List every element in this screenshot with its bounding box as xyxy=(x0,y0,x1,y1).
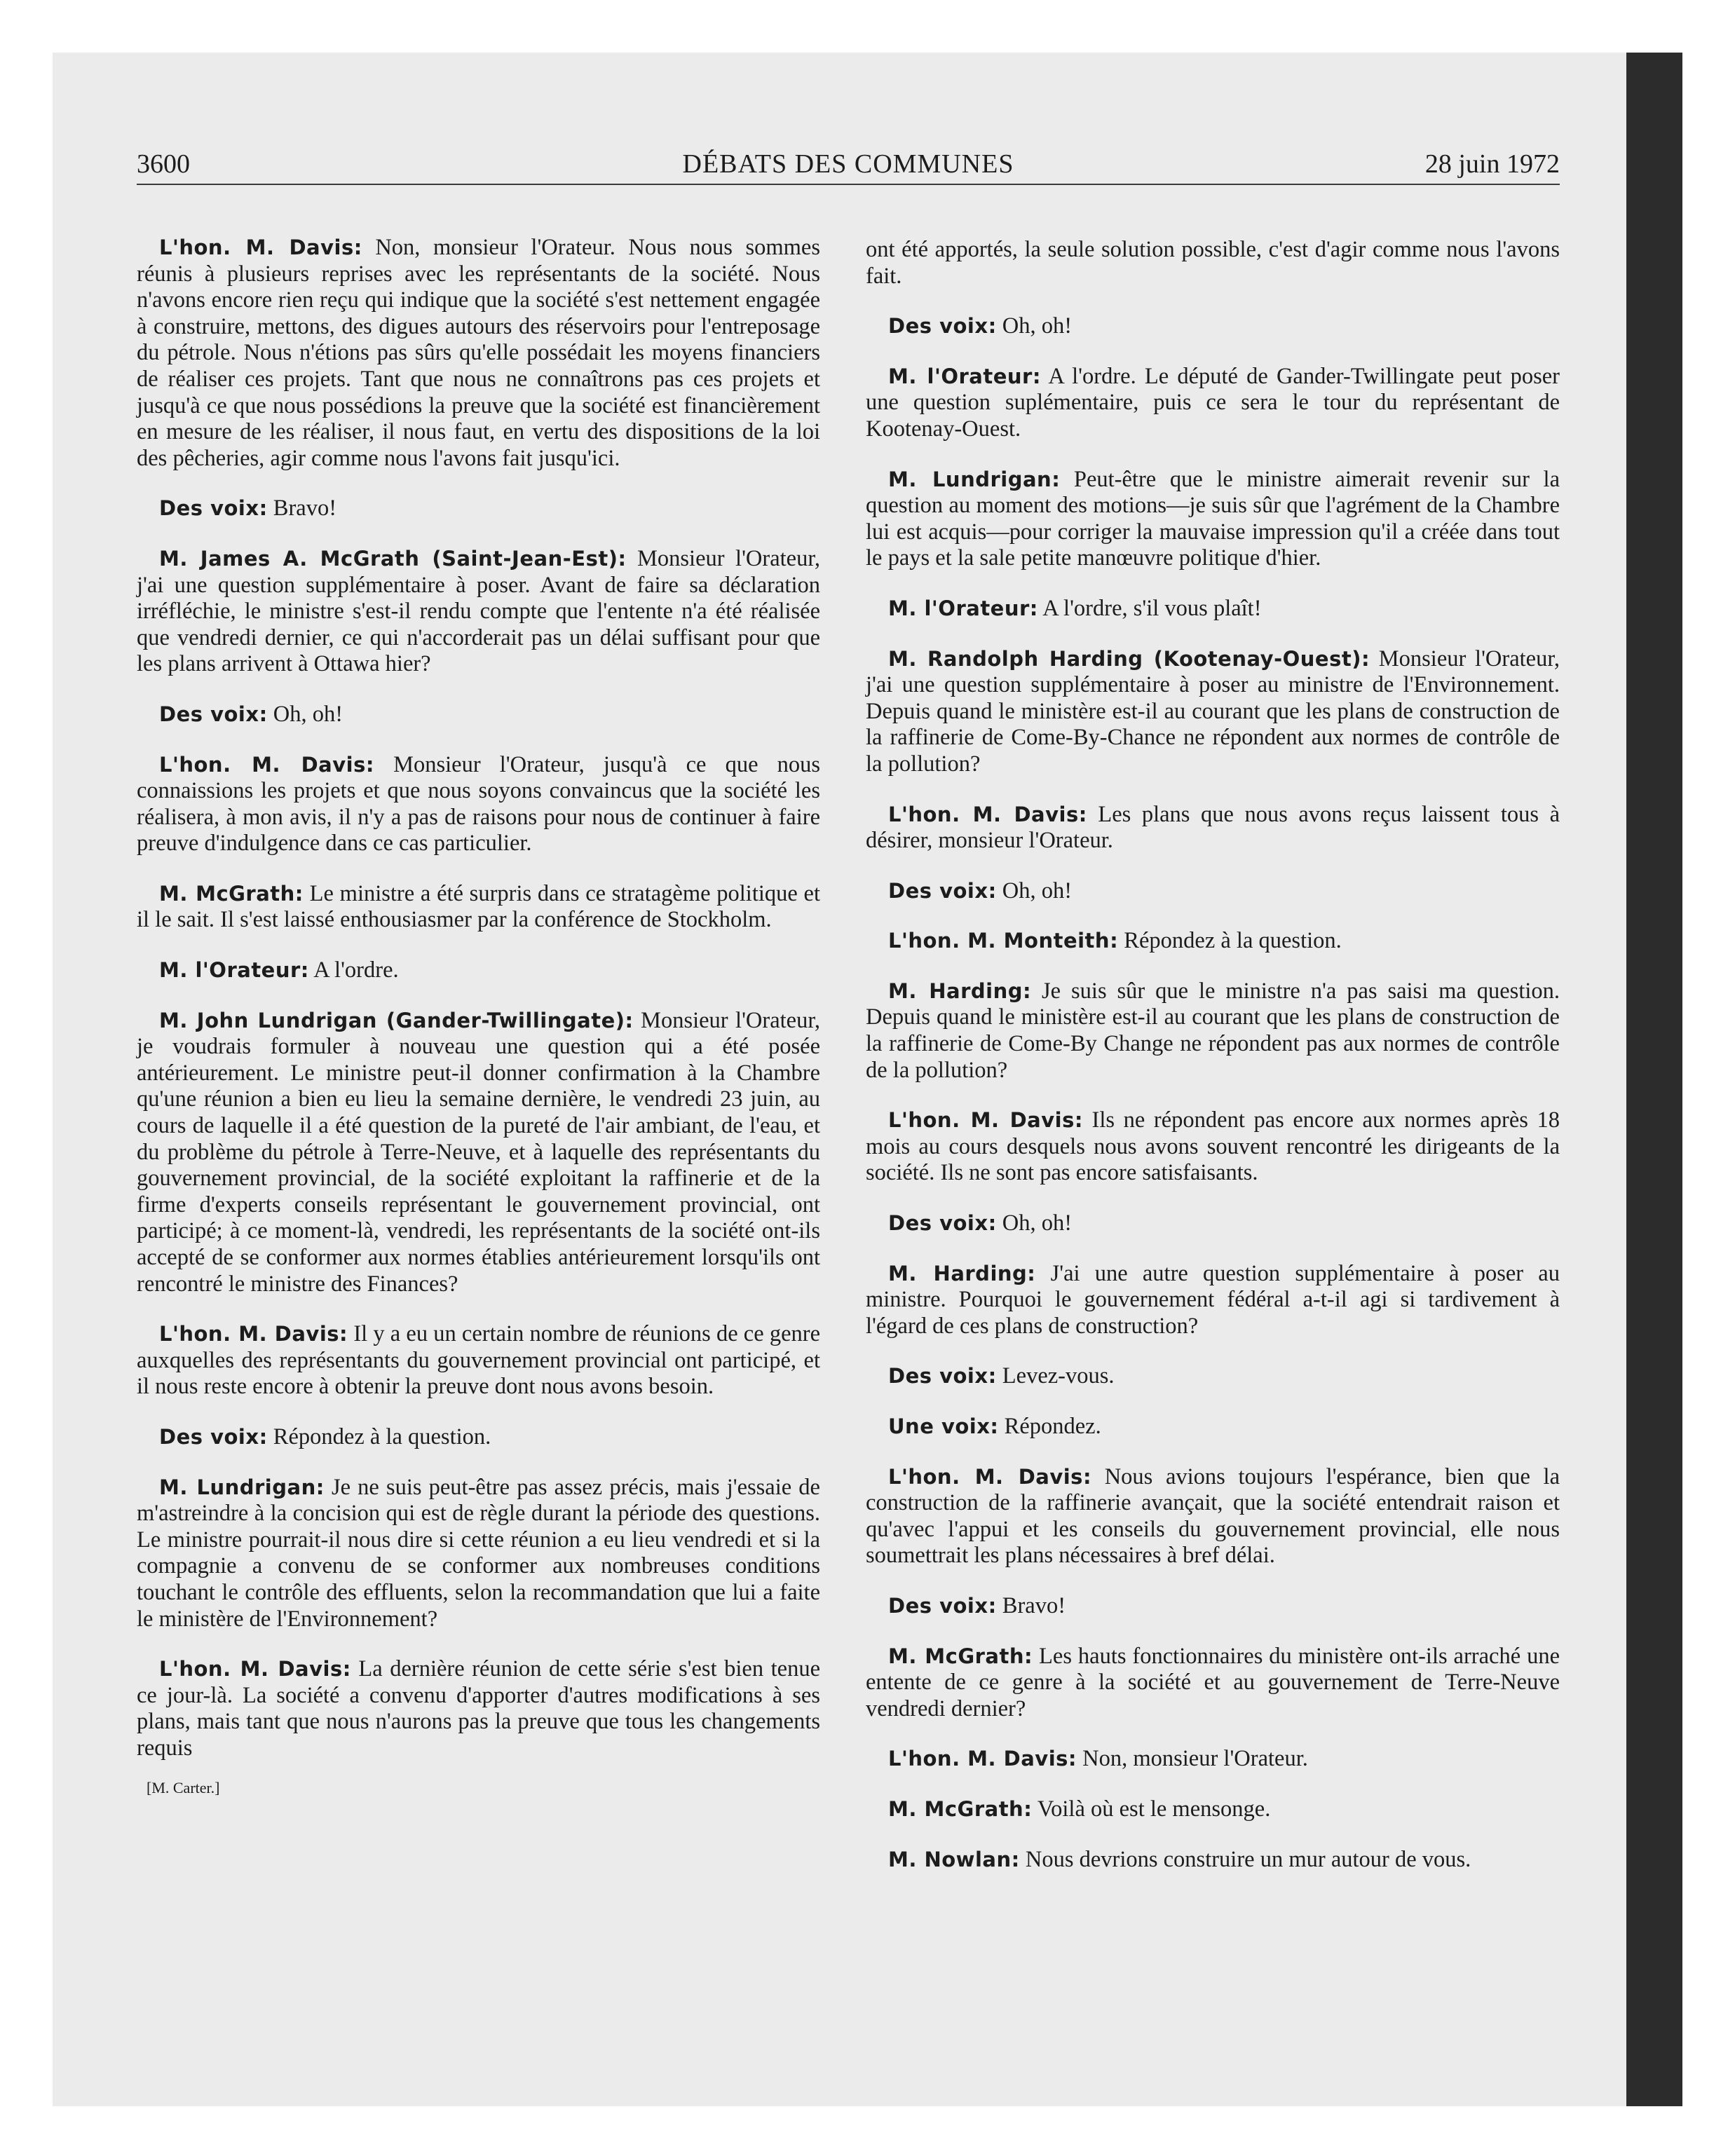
speech-text: A l'ordre, s'il vous plaît! xyxy=(1042,595,1262,621)
speech-text: Bravo! xyxy=(273,496,337,521)
speech-text: Levez-vous. xyxy=(1002,1363,1115,1389)
speaker-name: M. James A. McGrath (Saint-Jean-Est): xyxy=(159,546,627,571)
speaker-name: L'hon. M. Davis: xyxy=(888,1108,1083,1133)
page-number: 3600 xyxy=(137,149,190,179)
speaker-name: Des voix: xyxy=(159,496,268,521)
speaker-name: M. McGrath: xyxy=(159,881,304,906)
speech-text: Bravo! xyxy=(1002,1592,1066,1618)
speaker-name: Des voix: xyxy=(888,1364,997,1389)
speech-text: Les hauts fonctionnaires du ministère ont-ils arraché une entente de ce genre à la société et au gouvernement de Terre-Neuve vendredi dernier? xyxy=(866,1643,1560,1721)
paragraph xyxy=(137,957,820,984)
left-column xyxy=(137,235,820,1797)
speech-text: J'ai une autre question supplémentaire à poser au ministre. Pourquoi le gouvernement fédéral a-t-il agi si tardivement à l'égard de ces plans de construction? xyxy=(866,1260,1560,1339)
speaker-name: L'hon. M. Davis: xyxy=(888,802,1087,826)
speech-text: A l'ordre. Le député de Gander-Twillingate peut poser une question suplémentaire, puis ce sera le tour du représentant de Kootenay-Ouest. xyxy=(866,363,1560,442)
scan-edge-bar xyxy=(1626,53,1682,2106)
speaker-name: L'hon. M. Davis: xyxy=(159,1657,351,1681)
paragraph xyxy=(866,1210,1560,1237)
speaker-name: M. l'Orateur: xyxy=(888,364,1041,388)
speaker-name: Des voix: xyxy=(888,1211,997,1236)
speech-text: Nous avions toujours l'espérance, bien que la construction de la raffinerie avançait, que la société entendrait raison et qu'avec l'appui et les conseils du gouvernement provincial, elle nous soumettrait les plans nécessaires à bref délai. xyxy=(866,1464,1560,1569)
speaker-name: Des voix: xyxy=(888,1593,997,1618)
page-header xyxy=(137,149,1560,185)
speech-text: Je ne suis peut-être pas assez précis, mais j'essaie de m'astreindre à la concision qui est de règle durant la période des questions. Le ministre pourrait-il nous dire si cette réunion a eu lieu vendredi et si la compagnie a convenu de se conformer aux nombreuses conditions touchant le contrôle des effluents, selon la recommandation que lui a faite le ministère de l'Environnement? xyxy=(137,1474,820,1632)
paragraph xyxy=(866,1644,1560,1723)
speaker-name: M. McGrath: xyxy=(888,1796,1033,1821)
speaker-name: Des voix: xyxy=(159,702,268,726)
speech-text: Oh, oh! xyxy=(1002,878,1073,903)
speaker-name: Une voix: xyxy=(888,1414,999,1438)
speech-text: Nous devrions construire un mur autour de vous. xyxy=(1025,1846,1471,1872)
speaker-name: L'hon. M. Davis: xyxy=(159,752,374,777)
speaker-name: M. Lundrigan: xyxy=(888,467,1061,491)
speaker-name: M. Randolph Harding (Kootenay-Ouest): xyxy=(888,646,1370,671)
speaker-name: M. l'Orateur: xyxy=(888,596,1038,620)
right-column xyxy=(866,237,1560,1897)
speech-text: Oh, oh! xyxy=(1002,1210,1073,1236)
paragraph xyxy=(137,235,820,472)
paragraph xyxy=(137,1424,820,1451)
paragraph xyxy=(866,1363,1560,1390)
speaker-name: M. Harding: xyxy=(888,1261,1036,1285)
speaker-name: L'hon. M. Monteith: xyxy=(888,929,1119,953)
speaker-name: M. Nowlan: xyxy=(888,1847,1020,1871)
paragraph xyxy=(866,1107,1560,1187)
paragraph xyxy=(866,1796,1560,1823)
paragraph xyxy=(866,313,1560,340)
paragraph xyxy=(866,596,1560,622)
speaker-name: Des voix: xyxy=(159,1424,268,1449)
speech-text: Non, monsieur l'Orateur. xyxy=(1082,1746,1308,1772)
speech-text: Oh, oh! xyxy=(1002,313,1073,339)
speech-text: Non, monsieur l'Orateur. Nous nous sommes réunis à plusieurs reprises avec les représentants de la société. Nous n'avons encore rien reçu qui indique que la société s'est nettement engagée à construire, mettons, des digues autours des réservoirs pour l'entreposage du pétrole. Nous n'étions pas sûrs qu'elle possédait les moyens financiers de réaliser ces projets. Tant que nous ne connaîtrons pas ces projets et jusqu'à ce que nous possédions la preuve que la société est financièrement en mesure de les réaliser, il nous faut, en vertu des dispositions de la loi des pêcheries, agir comme nous l'avons fait jusqu'ici. xyxy=(137,235,821,471)
paragraph xyxy=(866,1746,1560,1773)
speaker-name: M. John Lundrigan (Gander-Twillingate): xyxy=(159,1008,634,1032)
speech-text: Je suis sûr que le ministre n'a pas saisi ma question. Depuis quand le ministère est-il au courant que les plans de construction de la raffinerie de Come-By Change ne répondent pas aux normes de contrôle de la pollution? xyxy=(866,978,1560,1083)
speaker-name: L'hon. M. Davis: xyxy=(888,1464,1092,1489)
paragraph xyxy=(137,1321,820,1400)
speech-text: Oh, oh! xyxy=(273,701,343,727)
paragraph xyxy=(137,881,820,934)
speech-text: Répondez à la question. xyxy=(1124,928,1342,954)
paragraph xyxy=(137,702,820,728)
speaker-name: Des voix: xyxy=(888,878,997,903)
speech-text: Le ministre a été surpris dans ce stratagème politique et il le sait. Il s'est laissé enthousiasmer par la conférence de Stockholm. xyxy=(137,880,820,933)
speech-text: Monsieur l'Orateur, j'ai une question supplémentaire à poser. Avant de faire sa déclaration irréfléchie, le ministre s'est-il rendu compte que l'entente n'a été réalisée que vendredi dernier, ce qui n'accorderait pas un délai suffisant pour que les plans arrivent à Ottawa hier? xyxy=(137,545,821,677)
speech-text: A l'ordre. xyxy=(313,957,399,983)
paragraph xyxy=(866,1414,1560,1440)
paragraph xyxy=(866,1261,1560,1340)
speaker-name: M. McGrath: xyxy=(888,1644,1033,1668)
paragraph xyxy=(866,802,1560,854)
speech-text: La dernière réunion de cette série s'est bien tenue ce jour-là. La société a convenu d'apporter d'autres modifications à ses plans, mais tant que nous n'aurons pas la preuve que tous les changements requis xyxy=(137,1656,821,1761)
speech-text: ont été apportés, la seule solution possible, c'est d'agir comme nous l'avons fait. xyxy=(866,237,1560,289)
speech-text: Peut-être que le ministre aimerait revenir sur la question au moment des motions—je suis sûr que l'agrément de la Chambre lui est acquis—pour corriger la mauvaise impression qu'il a créée dans tout le pays et la sale petite manœuvre politique d'hier. xyxy=(866,466,1560,571)
speaker-name: L'hon. M. Davis: xyxy=(159,236,362,259)
paragraph xyxy=(137,752,820,857)
footnote: [M. Carter.] xyxy=(147,1778,220,1796)
speech-text: Monsieur l'Orateur, je voudrais formuler à nouveau une question qui a été posée antérieurement. Le ministre peut-il donner confirmation à la Chambre qu'une réunion a bien eu lieu la semaine dernière, le vendredi 23 juin, au cours de laquelle il a été question de la pureté de l'air ambiant, de l'eau, et du problème du pétrole à Terre-Neuve, et à laquelle des représentants du gouvernement provincial, de la société exploitant la raffinerie et de la firme d'experts conseils représentant le gouvernement provincial, ont participé; à ce moment-là, vendredi, les représentants de la société ont-ils accepté de se conformer aux normes établies antérieurement lorsqu'ils ont rencontré le ministre des Finances? xyxy=(137,1007,821,1297)
paragraph xyxy=(866,878,1560,905)
speech-text: Voilà où est le mensonge. xyxy=(1037,1796,1271,1822)
speech-text: Ils ne répondent pas encore aux normes après 18 mois au cours desquels nous avons souvent rencontré les dirigeants de la société. Ils ne sont pas encore satisfaisants. xyxy=(866,1107,1560,1186)
speaker-name: M. Lundrigan: xyxy=(159,1475,325,1499)
paragraph xyxy=(137,496,820,522)
speech-text: Répondez à la question. xyxy=(273,1424,491,1449)
speech-text: Les plans que nous avons reçus laissent tous à désirer, monsieur l'Orateur. xyxy=(866,801,1560,854)
paragraph xyxy=(866,1464,1560,1569)
page-date: 28 juin 1972 xyxy=(1424,149,1560,179)
speaker-name: M. l'Orateur: xyxy=(159,958,309,983)
speaker-name: L'hon. M. Davis: xyxy=(888,1747,1077,1771)
paragraph xyxy=(866,1593,1560,1620)
paragraph xyxy=(137,1475,820,1633)
speaker-name: L'hon. M. Davis: xyxy=(159,1322,348,1346)
speaker-name: M. Harding: xyxy=(888,978,1032,1003)
speech-text: Monsieur l'Orateur, j'ai une question supplémentaire à poser au ministre de l'Environnement. Depuis quand le ministère est-il au courant que les plans de construction de la raffinerie de Come-By-Chance ne répondent aux normes de contrôle de la pollution? xyxy=(866,646,1560,777)
paragraph xyxy=(866,467,1560,572)
paragraph xyxy=(866,928,1560,955)
speech-text: Répondez. xyxy=(1004,1414,1101,1439)
speech-text: Il y a eu un certain nombre de réunions de ce genre auxquelles des représentants du gouvernement provincial ont participé, et il nous reste encore à obtenir la preuve dont nous avons besoin. xyxy=(137,1321,821,1400)
paragraph xyxy=(137,1656,820,1761)
paragraph xyxy=(137,1008,820,1298)
paragraph xyxy=(137,546,820,678)
paragraph xyxy=(866,646,1560,778)
paragraph xyxy=(866,1847,1560,1874)
speech-text: Monsieur l'Orateur, jusqu'à ce que nous connaissions les projets et que nous soyons convaincus que la société les réalisera, à mon avis, il n'y a pas de raisons pour nous de continuer à faire preuve d'indulgence dans ce cas particulier. xyxy=(137,751,821,857)
page-title: DÉBATS DES COMMUNES xyxy=(682,149,1014,179)
speaker-name: Des voix: xyxy=(888,314,997,339)
paragraph xyxy=(866,978,1560,1084)
paragraph xyxy=(866,237,1560,289)
paragraph xyxy=(866,364,1560,443)
